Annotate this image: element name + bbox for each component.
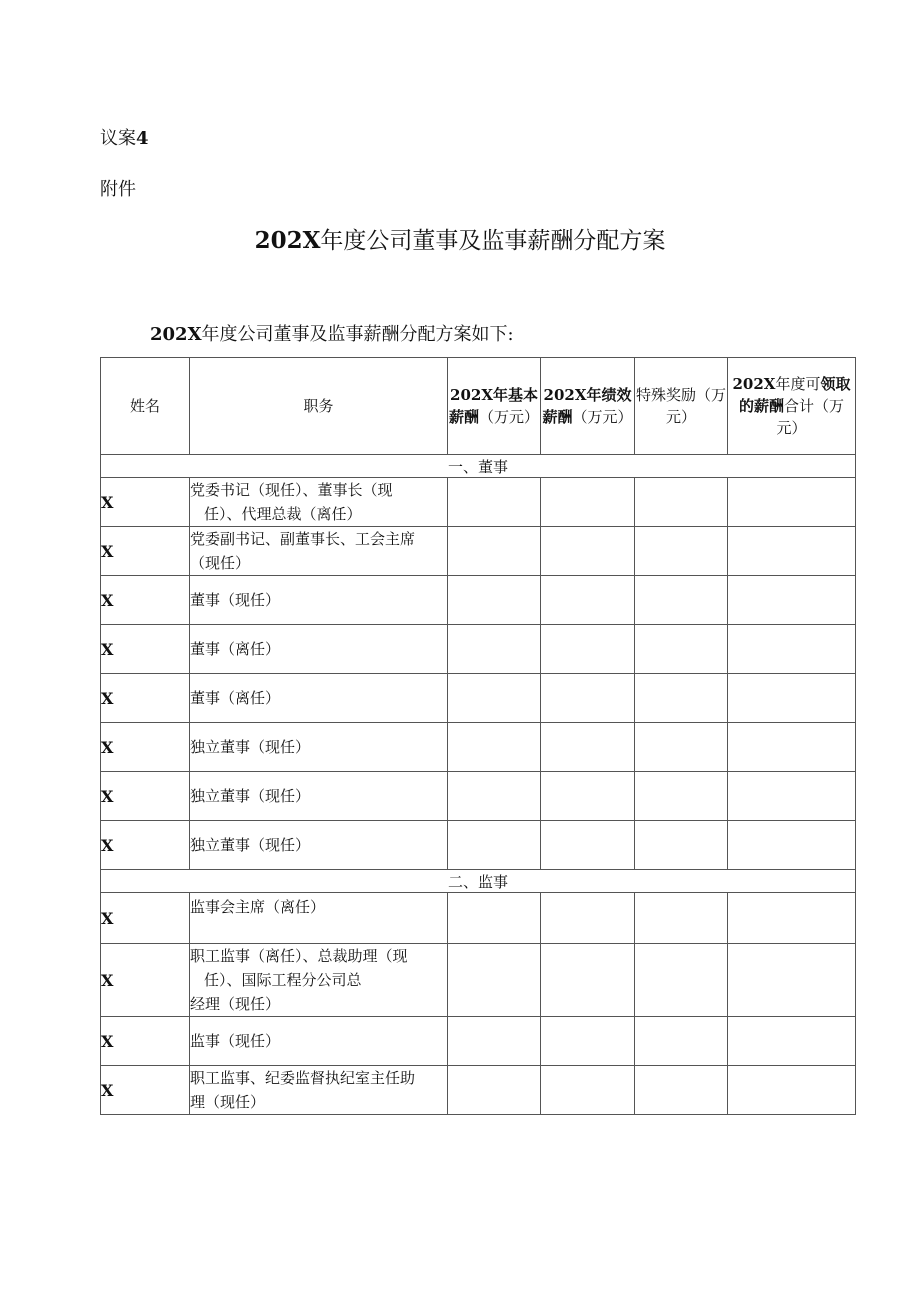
base-label: 年基本薪酬 <box>448 386 538 426</box>
base-salary-cell <box>448 1017 541 1066</box>
bonus-cell <box>635 625 728 674</box>
total-cell <box>728 478 856 527</box>
table-row <box>101 772 856 821</box>
base-salary-cell <box>448 1066 541 1115</box>
total-cell <box>728 527 856 576</box>
name-cell: X <box>101 527 190 576</box>
section-row-directors <box>101 455 856 478</box>
position-cell: 独立董事（现任） <box>190 772 448 821</box>
total-cell <box>728 944 856 1017</box>
position-line: （现任） <box>190 554 251 572</box>
bonus-cell <box>635 576 728 625</box>
col-header-position: 职务 <box>190 358 448 455</box>
total-mid: 年度可 <box>775 375 821 393</box>
performance-salary-cell <box>541 893 635 944</box>
table-row <box>101 893 856 944</box>
name-cell: X <box>101 1017 190 1066</box>
position-cell <box>190 944 448 1017</box>
table-row <box>101 1017 856 1066</box>
name-cell: X <box>101 674 190 723</box>
name-cell: X <box>101 625 190 674</box>
base-salary-cell <box>448 821 541 870</box>
position-line: 经理（现任） <box>190 995 281 1013</box>
position-line: 任）、代理总裁（离任） <box>204 505 362 523</box>
position-cell: 监事会主席（离任） <box>190 893 448 944</box>
position-cell: 独立董事（现任） <box>190 723 448 772</box>
base-salary-cell <box>448 478 541 527</box>
title-text: 年度公司董事及监事薪酬分配方案 <box>320 228 666 254</box>
bonus-cell <box>635 1017 728 1066</box>
performance-salary-cell <box>541 772 635 821</box>
performance-salary-cell <box>541 723 635 772</box>
table-row <box>101 723 856 772</box>
motion-number: 4 <box>136 128 149 149</box>
table-row <box>101 674 856 723</box>
table-row <box>101 527 856 576</box>
performance-salary-cell <box>541 1017 635 1066</box>
perf-unit: （万元） <box>572 408 633 426</box>
document-title <box>0 222 920 255</box>
section-label-directors: 一、董事 <box>101 455 856 478</box>
total-cell <box>728 723 856 772</box>
position-line: 职工监事（离任）、总裁助理（现 <box>190 947 408 965</box>
performance-salary-cell <box>541 625 635 674</box>
total-cell <box>728 893 856 944</box>
name-cell: X <box>101 723 190 772</box>
perf-label: 年绩效薪酬 <box>542 386 632 426</box>
performance-salary-cell <box>541 821 635 870</box>
col-header-total <box>728 358 856 455</box>
base-year: 202X <box>450 386 493 404</box>
table-row <box>101 478 856 527</box>
intro-text: 年度公司董事及监事薪酬分配方案如下: <box>201 324 514 345</box>
bonus-cell <box>635 893 728 944</box>
bonus-cell <box>635 1066 728 1115</box>
position-cell: 董事（现任） <box>190 576 448 625</box>
total-cell <box>728 1017 856 1066</box>
base-salary-cell <box>448 625 541 674</box>
motion-prefix: 议案 <box>100 128 136 149</box>
section-row-supervisors <box>101 870 856 893</box>
position-cell <box>190 527 448 576</box>
table-row <box>101 1066 856 1115</box>
col-header-performance-salary <box>541 358 635 455</box>
perf-year: 202X <box>543 386 587 404</box>
base-salary-cell <box>448 893 541 944</box>
name-cell: X <box>101 1066 190 1115</box>
bonus-cell <box>635 478 728 527</box>
total-cell <box>728 1066 856 1115</box>
base-unit: （万元） <box>479 408 540 426</box>
name-cell: X <box>101 478 190 527</box>
base-salary-cell <box>448 772 541 821</box>
performance-salary-cell <box>541 944 635 1017</box>
name-cell: X <box>101 893 190 944</box>
bonus-cell <box>635 527 728 576</box>
position-cell <box>190 478 448 527</box>
base-salary-cell <box>448 723 541 772</box>
motion-label <box>100 124 149 150</box>
performance-salary-cell <box>541 478 635 527</box>
section-label-supervisors: 二、监事 <box>101 870 856 893</box>
total-label: 领取的薪酬 <box>738 375 851 415</box>
bonus-cell <box>635 772 728 821</box>
bonus-cell <box>635 723 728 772</box>
total-cell <box>728 821 856 870</box>
total-year: 202X <box>732 375 776 393</box>
position-line: 任）、国际工程分公司总 <box>204 971 362 989</box>
total-cell <box>728 576 856 625</box>
performance-salary-cell <box>541 527 635 576</box>
intro-paragraph <box>150 320 514 346</box>
performance-salary-cell <box>541 576 635 625</box>
total-unit: 合计（万元） <box>776 397 845 437</box>
compensation-table <box>100 357 856 1115</box>
base-salary-cell <box>448 576 541 625</box>
table-header-row <box>101 358 856 455</box>
position-cell <box>190 1066 448 1115</box>
total-cell <box>728 625 856 674</box>
position-line: 职工监事、纪委监督执纪室主任助 <box>190 1069 416 1087</box>
base-salary-cell <box>448 527 541 576</box>
position-cell: 董事（离任） <box>190 674 448 723</box>
name-cell: X <box>101 772 190 821</box>
table-row <box>101 821 856 870</box>
performance-salary-cell <box>541 674 635 723</box>
position-cell: 董事（离任） <box>190 625 448 674</box>
performance-salary-cell <box>541 1066 635 1115</box>
position-cell: 监事（现任） <box>190 1017 448 1066</box>
table-row <box>101 944 856 1017</box>
col-header-special-bonus: 特殊奖励（万元） <box>635 358 728 455</box>
intro-year: 202X <box>150 324 202 345</box>
table-row <box>101 625 856 674</box>
position-line: 党委书记（现任）、董事长（现 <box>190 481 393 499</box>
base-salary-cell <box>448 944 541 1017</box>
bonus-cell <box>635 821 728 870</box>
total-cell <box>728 772 856 821</box>
attachment-label: 附件 <box>100 179 136 200</box>
title-year: 202X <box>254 227 321 254</box>
position-cell: 独立董事（现任） <box>190 821 448 870</box>
position-line: 党委副书记、副董事长、工会主席 <box>190 530 416 548</box>
col-header-base-salary <box>448 358 541 455</box>
name-cell: X <box>101 576 190 625</box>
name-cell: X <box>101 821 190 870</box>
bonus-cell <box>635 944 728 1017</box>
col-header-name: 姓名 <box>101 358 190 455</box>
total-cell <box>728 674 856 723</box>
base-salary-cell <box>448 674 541 723</box>
table-row <box>101 576 856 625</box>
name-cell: X <box>101 944 190 1017</box>
position-line: 理（现任） <box>190 1093 266 1111</box>
bonus-cell <box>635 674 728 723</box>
